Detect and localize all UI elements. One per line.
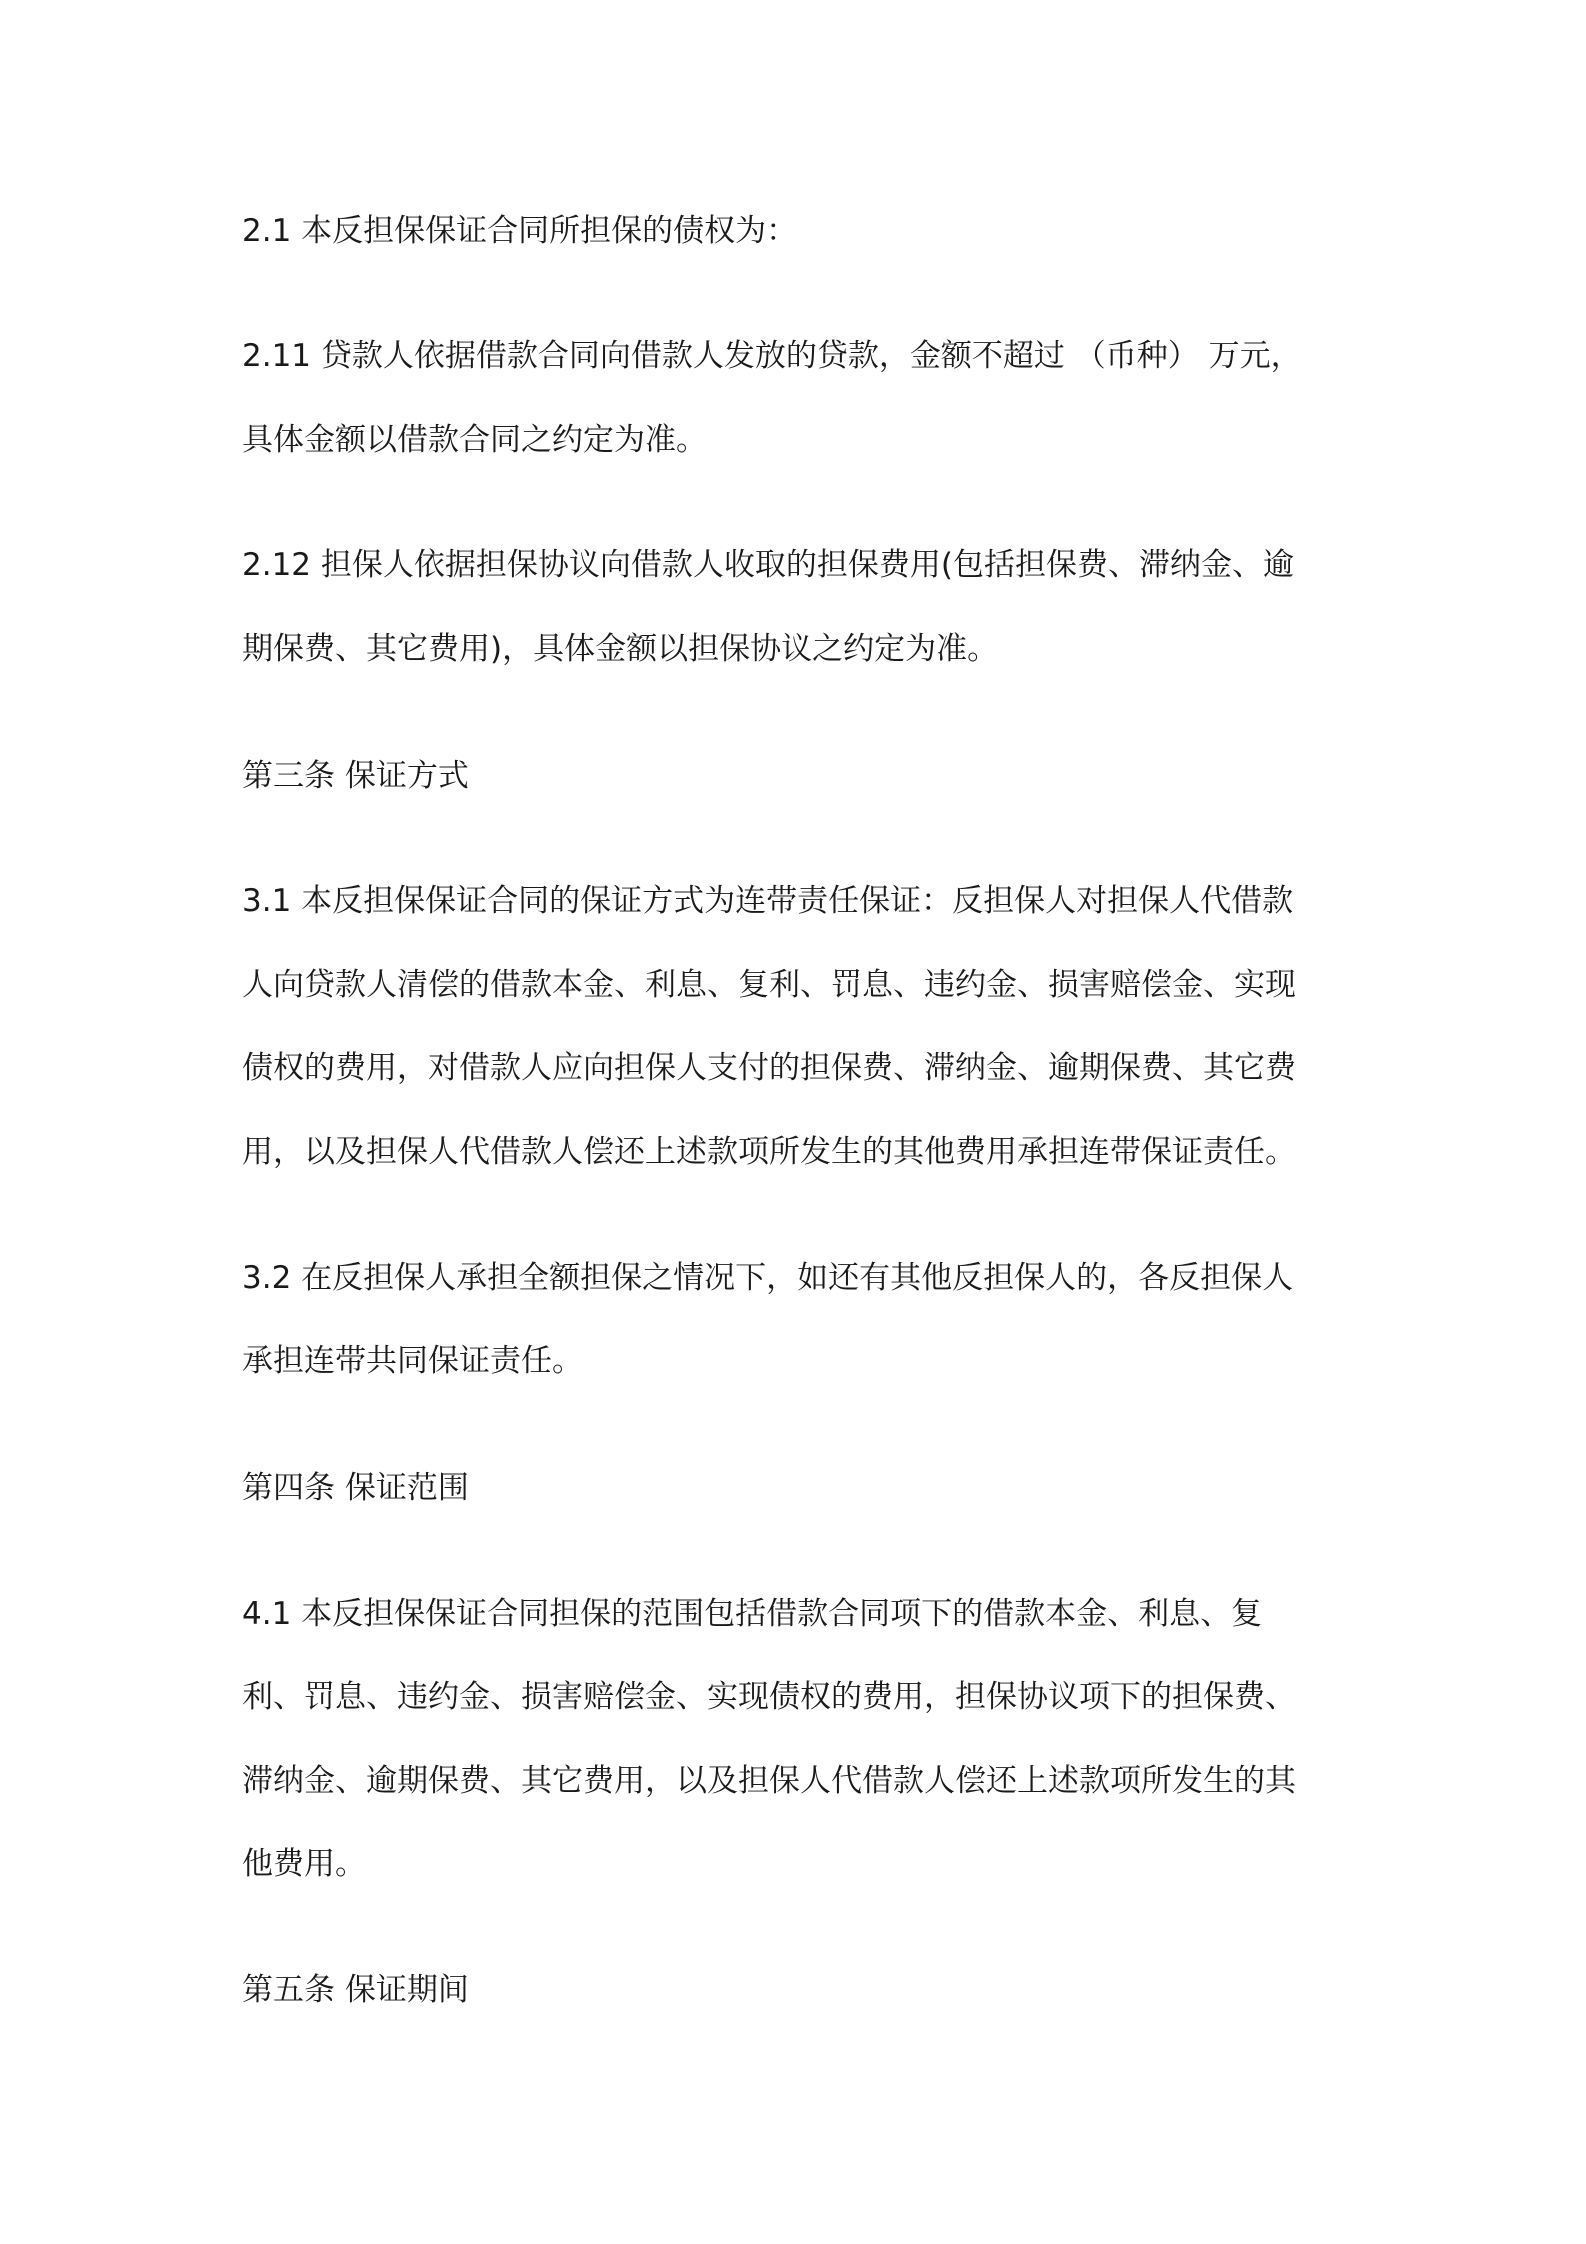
article-5-heading: 第五条 保证期间 <box>242 1972 469 2008</box>
clause-4-1-line: 利、罚息、违约金、损害赔偿金、实现债权的费用，担保协议项下的担保费、 <box>242 1679 1296 1715</box>
clause-2-12-line: 期保费、其它费用)，具体金额以担保协议之约定为准。 <box>242 631 999 667</box>
clause-2-11-line: 2.11 贷款人依据借款合同向借款人发放的贷款，金额不超过 （币种） 万元， <box>242 338 1302 374</box>
article-3-heading: 第三条 保证方式 <box>242 758 469 794</box>
clause-3-1-line: 用，以及担保人代借款人偿还上述款项所发生的其他费用承担连带保证责任。 <box>242 1134 1296 1170</box>
clause-4-1-line: 4.1 本反担保保证合同担保的范围包括借款合同项下的借款本金、利息、复 <box>242 1596 1263 1632</box>
clause-2-11-line: 具体金额以借款合同之约定为准。 <box>242 422 707 458</box>
clause-4-1-line: 滞纳金、逾期保费、其它费用，以及担保人代借款人偿还上述款项所发生的其 <box>242 1763 1296 1799</box>
clause-2-12-line: 2.12 担保人依据担保协议向借款人收取的担保费用(包括担保费、滞纳金、逾 <box>242 547 1294 583</box>
clause-3-2-line: 承担连带共同保证责任。 <box>242 1343 583 1379</box>
clause-3-1-line: 人向贷款人清偿的借款本金、利息、复利、罚息、违约金、损害赔偿金、实现 <box>242 967 1296 1003</box>
clause-4-1-line: 他费用。 <box>242 1846 366 1882</box>
clause-3-1-line: 债权的费用，对借款人应向担保人支付的担保费、滞纳金、逾期保费、其它费 <box>242 1050 1296 1086</box>
clause-3-2-line: 3.2 在反担保人承担全额担保之情况下，如还有其他反担保人的，各反担保人 <box>242 1260 1294 1296</box>
article-4-heading: 第四条 保证范围 <box>242 1470 469 1506</box>
clause-2-1: 2.1 本反担保保证合同所担保的债权为： <box>242 213 798 249</box>
clause-3-1-line: 3.1 本反担保保证合同的保证方式为连带责任保证：反担保人对担保人代借款 <box>242 883 1294 919</box>
